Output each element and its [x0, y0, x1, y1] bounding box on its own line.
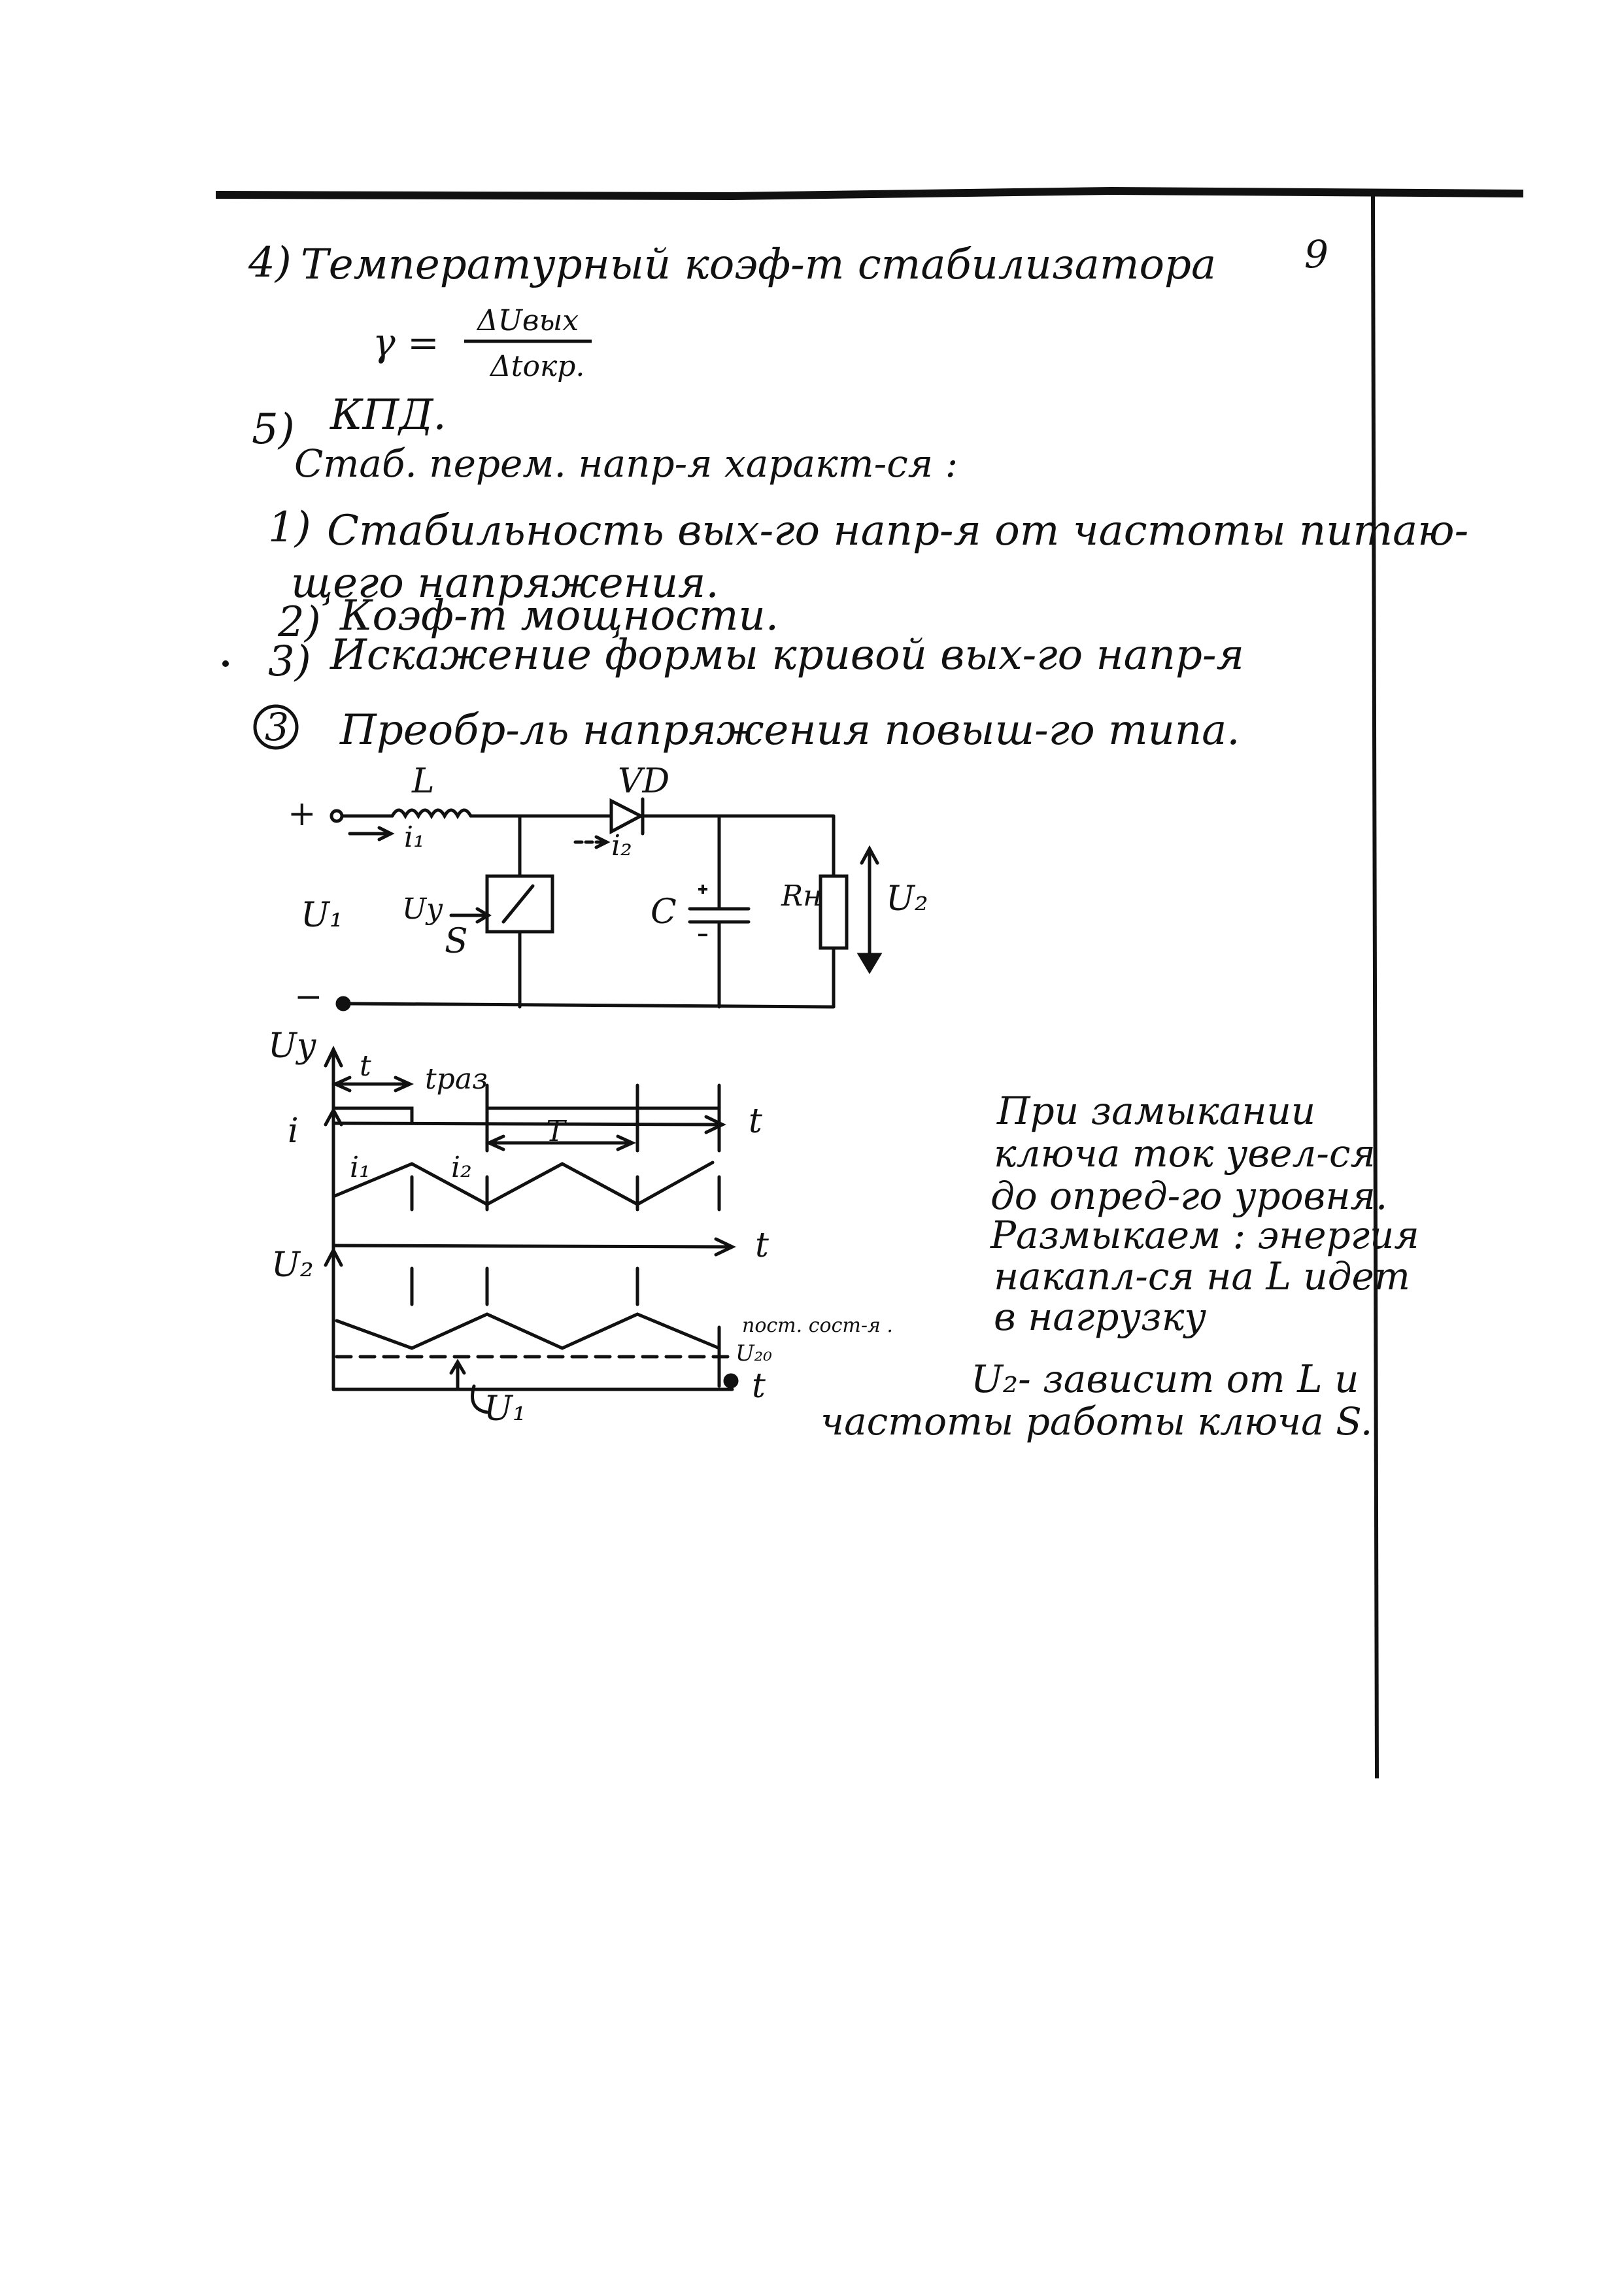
uy-axis-label: Uу [268, 1027, 316, 1066]
note-line-2: ключа ток увел-ся [994, 1131, 1376, 1176]
t-on-label: t [360, 1049, 371, 1083]
control-voltage-label: Uу [402, 892, 443, 926]
section-4-title: Температурный коэф-т стабилизатора [301, 241, 1217, 289]
current-i2-label: i₂ [611, 829, 632, 862]
circuit-plus-label: + [288, 794, 316, 834]
top-rule-line [216, 191, 1523, 196]
formula-denominator: Δtокр. [490, 350, 585, 383]
current-i1-label: i₁ [404, 821, 425, 854]
list-item-1-line1: Стабильность вых-го напр-я от частоты питаю- [327, 507, 1469, 555]
page-number: 9 [1304, 232, 1328, 277]
right-margin-line [1373, 196, 1377, 1778]
steady-state-label: пост. сост-я . [742, 1314, 893, 1337]
load-label: Rн [781, 879, 822, 913]
circuit-minus-label: − [294, 977, 323, 1017]
stray-dot [222, 660, 229, 667]
note-line-4: Размыкаем : энергия [990, 1213, 1419, 1257]
inductor-label: L [412, 762, 435, 801]
list-item-1-line2: щего напряжения. [291, 559, 719, 607]
list-item-3-text: Искажение формы кривой вых-го напр-я [330, 631, 1244, 679]
output-voltage-label: U₂ [886, 879, 928, 919]
list-item-2-number: 2) [278, 598, 321, 647]
t-off-label: tраз [425, 1062, 488, 1096]
u1-level-label: U₁ [484, 1389, 526, 1429]
u2-axis-label: U₂ [271, 1246, 314, 1285]
section-4-number: 4) [248, 239, 292, 287]
note-line-6: в нагрузку [994, 1295, 1206, 1339]
formula-lhs: γ = [373, 320, 439, 365]
i-axis-label: i [288, 1112, 299, 1151]
note-line-3: до опред-го уровня. [990, 1174, 1388, 1218]
note-line-5: накапл-ся на L идет [994, 1254, 1410, 1298]
section-3-title: Преобр-ль напряжения повыш-го типа. [340, 706, 1240, 755]
list-item-1-number: 1) [268, 503, 311, 552]
dependency-line-1: U₂- зависит от L и [971, 1357, 1359, 1401]
section-5-intro: Стаб. перем. напр-я характ-ся : [294, 441, 958, 486]
input-voltage-label: U₁ [301, 896, 343, 935]
note-line-1: При замыкании [997, 1089, 1316, 1133]
section-5-title: КПД. [330, 391, 447, 439]
t-axis-label-u2: t [752, 1366, 766, 1406]
list-item-2-text: Коэф-т мощности. [340, 592, 779, 640]
diode-label: VD [618, 762, 670, 801]
section-5-number: 5) [252, 405, 295, 454]
dependency-line-2: частоты работы ключа S. [820, 1399, 1373, 1444]
i1-waveform-label: i₁ [350, 1151, 371, 1184]
section-3-number: 3 [265, 705, 289, 749]
t-axis-label-uy: t [749, 1102, 762, 1141]
formula-numerator: ΔUвых [477, 304, 579, 337]
capacitor-label: C [651, 892, 677, 932]
i2-waveform-label: i₂ [451, 1151, 472, 1184]
switch-label: S [445, 922, 468, 961]
period-label: T [546, 1115, 566, 1148]
list-item-3-number: 3) [268, 637, 311, 686]
u20-label: U₂₀ [736, 1340, 772, 1366]
t-axis-label-i: t [755, 1226, 769, 1265]
